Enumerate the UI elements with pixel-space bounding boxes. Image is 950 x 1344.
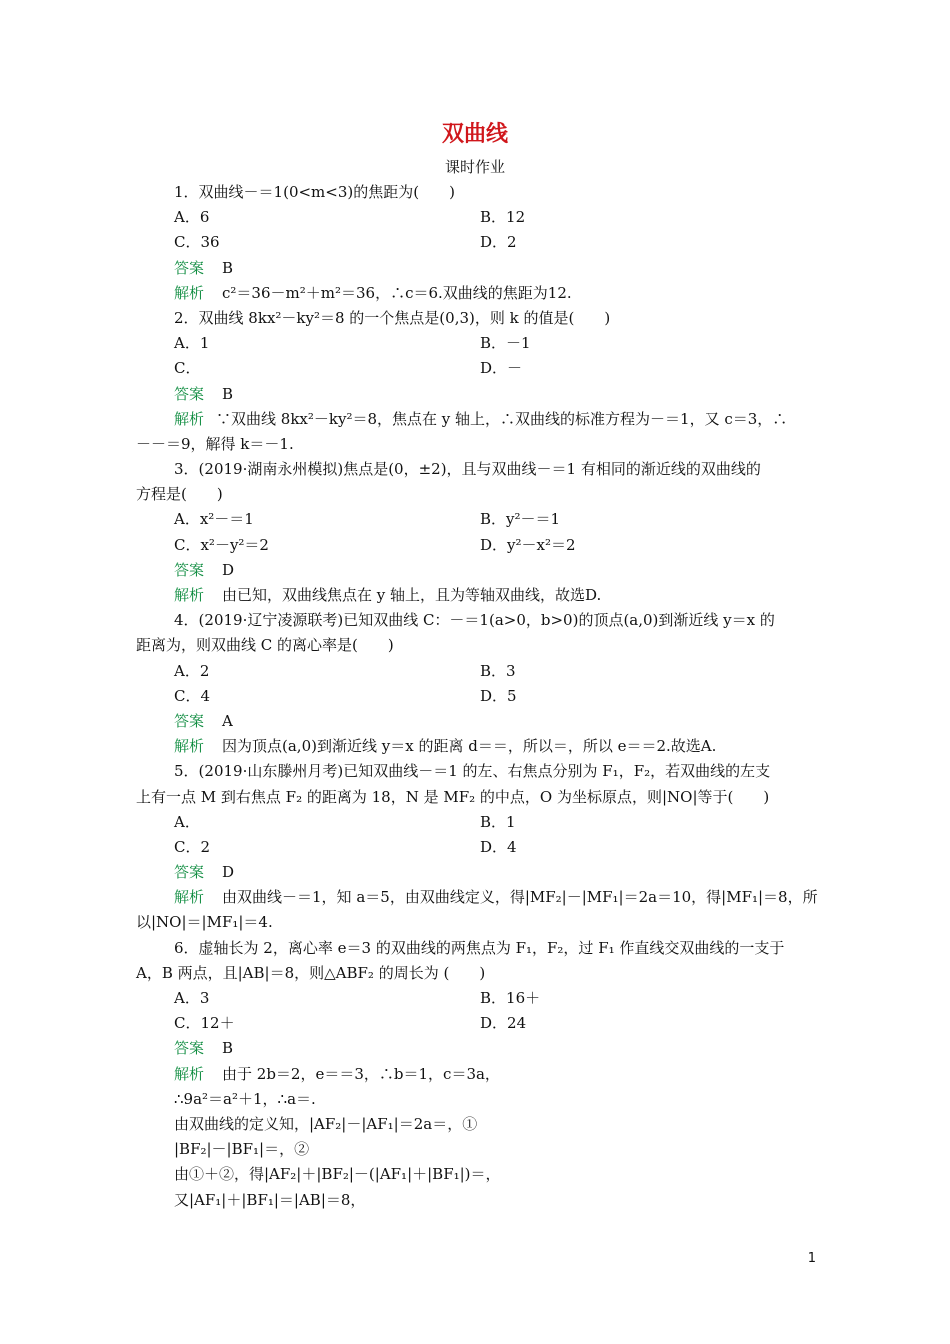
question-6-solution-line-1: 由于 2b＝2，e＝＝3，∴b＝1，c＝3a， <box>222 1064 500 1083</box>
question-2-solution-line-2: －－＝9，解得 k＝－1. <box>136 434 294 453</box>
solution-tag: 解析 <box>174 888 205 907</box>
answer-tag: 答案 <box>174 1039 205 1058</box>
question-5-solution-line-2: 以|NO|＝|MF₁|＝4. <box>136 913 273 932</box>
question-6-solution <box>136 1062 816 1087</box>
question-3-option-c: C．x²－y²＝2 <box>174 535 269 554</box>
question-3-answer-value: D <box>222 560 235 579</box>
question-4-solution-text: 因为顶点(a,0)到渐近线 y＝x 的距离 d＝＝，所以＝，所以 e＝＝2.故选A. <box>222 737 717 756</box>
solution-tag: 解析 <box>174 1064 205 1083</box>
question-6-option-c: C．12＋ <box>174 1014 235 1033</box>
question-5-option-a: A． <box>174 812 200 831</box>
question-1-answer <box>136 256 816 281</box>
question-4-answer <box>136 709 816 734</box>
page-number: 1 <box>807 1251 816 1266</box>
question-4-options-row-1 <box>136 659 816 684</box>
question-6-solution-line-3: 由双曲线的定义知，|AF₂|－|AF₁|＝2a＝，① <box>174 1114 478 1133</box>
question-6-option-d: D．24 <box>480 1014 527 1033</box>
question-1-option-c: C．36 <box>174 233 220 252</box>
question-2-option-b: B．－1 <box>480 334 531 353</box>
question-6-solution-line-4: |BF₂|－|BF₁|＝，② <box>174 1140 310 1159</box>
answer-tag: 答案 <box>174 384 205 403</box>
question-6-options-row-2 <box>136 1011 816 1036</box>
question-5-solution-text: 由双曲线－＝1，知 a＝5，由双曲线定义，得|MF₂|－|MF₁|＝2a＝10，得|MF₁|＝8，所 <box>222 888 818 907</box>
question-4-solution <box>136 734 816 759</box>
question-5-options-row-2 <box>136 835 816 860</box>
question-4-stem-line-2: 距离为，则双曲线 C 的离心率是( ) <box>136 636 394 655</box>
question-3-stem-line-2: 方程是( ) <box>136 485 223 504</box>
question-6-option-b: B．16＋ <box>480 989 541 1007</box>
question-3-answer <box>136 558 816 583</box>
question-1-option-a: A．6 <box>174 208 210 227</box>
question-3-option-b: B．y²－＝1 <box>480 510 561 529</box>
question-2-solution-text: ∵双曲线 8kx²－ky²＝8，焦点在 y 轴上，∴双曲线的标准方程为－＝1，又 c＝3，∴ <box>216 409 788 428</box>
question-5-options-row-1 <box>136 810 816 835</box>
question-1-stem: 1．双曲线－＝1(0<m<3)的焦距为( ) <box>174 183 455 201</box>
answer-tag: 答案 <box>174 711 205 730</box>
question-1-solution <box>136 281 816 306</box>
question-5-stem: 5．(2019·山东滕州月考)已知双曲线－＝1 的左、右焦点分别为 F₁，F₂，若双曲线的左支 <box>174 762 771 781</box>
question-6-solution-line-5: 由①＋②，得|AF₂|＋|BF₂|－(|AF₁|＋|BF₁|)＝， <box>174 1165 501 1184</box>
exercise-content <box>136 180 816 1213</box>
question-5-option-d: D．4 <box>480 837 517 856</box>
solution-tag: 解析 <box>174 737 205 756</box>
question-3-options-row-1 <box>136 507 816 532</box>
question-3-stem: 3．(2019·湖南永州模拟)焦点是(0，±2)，且与双曲线－＝1 有相同的渐近线的双曲线的 <box>174 460 761 479</box>
question-1-answer-value: B <box>222 258 234 277</box>
question-2-stem: 2．双曲线 8kx²－ky²＝8 的一个焦点是(0,3)，则 k 的值是( ) <box>174 308 611 327</box>
question-3-solution <box>136 583 816 608</box>
question-1-option-d: D．2 <box>480 233 517 252</box>
solution-tag: 解析 <box>174 283 205 302</box>
question-4-option-a: A．2 <box>174 661 210 680</box>
question-6-answer <box>136 1036 816 1061</box>
question-2-option-d: D．－ <box>480 359 523 378</box>
question-6-solution-line-6: 又|AF₁|＋|BF₁|＝|AB|＝8， <box>174 1190 366 1209</box>
question-3-options-row-2 <box>136 533 816 558</box>
question-5-answer-value: D <box>222 863 235 882</box>
question-5-option-b: B．1 <box>480 812 516 831</box>
question-1-option-b: B．12 <box>480 208 526 227</box>
question-4-option-c: C．4 <box>174 686 211 705</box>
solution-tag: 解析 <box>174 586 205 604</box>
question-2-answer-value: B <box>222 384 234 403</box>
solution-tag: 解析 <box>174 409 205 428</box>
question-6-options-row-1 <box>136 986 816 1011</box>
question-2-options-row-1 <box>136 331 816 356</box>
question-6-option-a: A．3 <box>174 989 210 1007</box>
answer-tag: 答案 <box>174 560 205 579</box>
question-2-answer <box>136 382 816 407</box>
question-1-options-row-2 <box>136 230 816 255</box>
question-6-stem: 6．虚轴长为 2，离心率 e＝3 的双曲线的两焦点为 F₁，F₂，过 F₁ 作直线交双曲线的一支于 <box>174 938 785 957</box>
page-subtitle: 课时作业 <box>444 158 505 176</box>
question-4-option-d: D．5 <box>480 686 517 705</box>
question-4-answer-value: A <box>222 711 233 730</box>
answer-tag: 答案 <box>174 863 205 882</box>
page-title: 双曲线 <box>441 122 508 147</box>
question-3-option-d: D．y²－x²＝2 <box>480 535 576 554</box>
question-6-stem-line-2: A，B 两点，且|AB|＝8，则△ABF₂ 的周长为 ( ) <box>136 963 486 982</box>
question-3-option-a: A．x²－＝1 <box>174 510 254 529</box>
question-2-options-row-2 <box>136 356 816 381</box>
question-5-solution <box>136 885 816 910</box>
question-6-solution-line-2: ∴9a²＝a²＋1，∴a＝. <box>174 1089 316 1108</box>
question-2-solution <box>136 407 816 432</box>
question-5-stem-line-2: 上有一点 M 到右焦点 F₂ 的距离为 18，N 是 MF₂ 的中点，O 为坐标原点，则|NO|等于( ) <box>136 787 770 806</box>
question-5-answer <box>136 860 816 885</box>
question-1-options-row-1 <box>136 205 816 230</box>
question-4-stem: 4．(2019·辽宁凌源联考)已知双曲线 C：－＝1(a>0，b>0)的顶点(a,0)到渐近线 y＝x 的 <box>174 611 775 630</box>
answer-tag: 答案 <box>174 258 205 277</box>
question-4-options-row-2 <box>136 684 816 709</box>
question-5-option-c: C．2 <box>174 837 211 856</box>
question-3-solution-text: 由已知，双曲线焦点在 y 轴上，且为等轴双曲线，故选D. <box>222 586 602 604</box>
question-2-option-c: C． <box>174 359 201 378</box>
question-4-option-b: B．3 <box>480 661 516 680</box>
question-1-solution-text: c²＝36－m²＋m²＝36，∴c＝6.双曲线的焦距为12. <box>222 283 572 302</box>
question-6-answer-value: B <box>222 1039 234 1058</box>
question-2-option-a: A．1 <box>174 334 210 353</box>
